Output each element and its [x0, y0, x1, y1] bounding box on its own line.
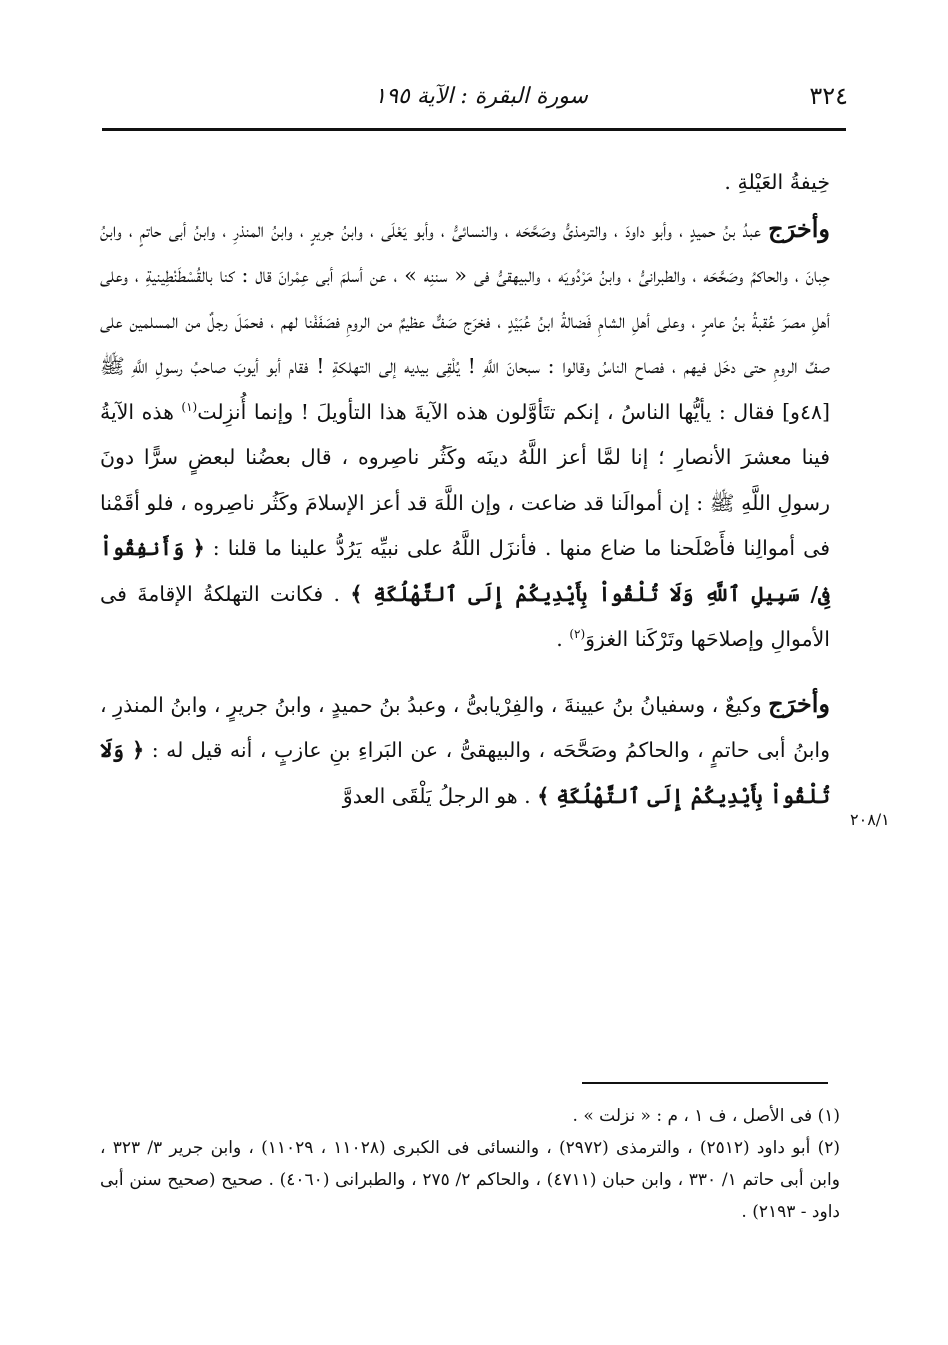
footnote-2: (٢) أبو داود (٢٥١٢) ، والترمذى (٢٩٧٢) ، والنسائى فى الكبرى (١١٠٢٨ ، ١١٠٢٩) ، وابن جرير ٣/ ٣٢٣ ، وابن أبى حاتم ١/ ٣٣٠ ، وابن حبان (٤٧١١) ، والحاكم ٢/ ٢٧٥ ، والطبرانى (٤٠٦٠) . صحيح (صحيح سنن أبى داود - ٢١٩٣) . — [100, 1138, 840, 1222]
paragraph-text: . — [556, 627, 570, 651]
quran-verse: ﴿ وَأَنفِقُواْ فِى/ سَبِيلِ ٱللَّهِ وَلَا تُلْقُواْ بِأَيْدِيكُمْ إِلَى ٱلتَّهْلُكَةِ ﴾ — [100, 536, 830, 606]
paragraph-bara-narration — [100, 681, 830, 820]
paragraph-text: هذه الآيةُ فينا معشرَ الأنصارِ ؛ إنا لمَّا أعز اللَّهُ دينَه وكَثُر ناصِروه ، قال بعضُنا لبعضٍ سرًّا دونَ رسولِ اللَّهِ ﷺ : إن أموالَنا قد ضاعت ، وإن اللَّهَ قد أعز الإسلامَ وكَثُر ناصِروه ، فلو أقَمْنا فى أموالِنا فأَصْلَحنا ما ضاع منها . فأنزَل اللَّهُ على نبيِّه يَرُدُّ علينا ما قلنا : — [100, 399, 830, 560]
running-title: سورة البقرة : الآية ١٩٥ — [374, 84, 588, 109]
continuation-line: خِيفةُ العَيْلةِ . — [724, 170, 830, 194]
footnote-1: (١) فى الأصل ، ف ١ ، م : « نزلت » . — [572, 1106, 840, 1126]
main-text — [100, 160, 830, 819]
manuscript-page-marker: [٤٨و] — [782, 399, 830, 424]
paragraph-text: وكيعٌ ، وسفيانُ بنُ عيينةَ ، والفِرْيابىُّ ، وعبدُ بنُ حميدٍ ، وابنُ جريرٍ ، وابنُ المنذرِ ، وابنُ أبى حاتمٍ ، والحاكمُ وصَحَّحَه ، والبيهقىُّ ، عن البَراءِ بنِ عازبٍ ، أنه قيل له : — [100, 692, 830, 762]
footnote-reference: (١) — [181, 399, 198, 414]
footnote-separator — [582, 1082, 828, 1084]
footnotes — [100, 1100, 840, 1228]
paragraph-text: . هو الرجلُ يَلْقَى العدوَّ — [342, 783, 538, 808]
margin-volume-page-reference: ٢٠٨/١ — [850, 810, 890, 829]
paragraph-abu-ayyub-narration — [100, 206, 830, 663]
page-header — [100, 78, 848, 114]
quran-verse: ﴿ وَلَا تُلْقُواْ بِأَيْدِيكُمْ إِلَى ٱلتَّهْلُكَةِ ﴾ — [100, 738, 830, 808]
header-rule — [102, 128, 846, 131]
paragraph-text: . فكانت التهلكةُ الإقامةَ فى الأموالِ وإصلاحَها وتَرْكَنا الغزوَ — [100, 581, 830, 651]
paragraph-lead-word: وأخرَج — [768, 213, 830, 243]
paragraph-text: عبدُ بنُ حميدٍ ، وأبو داودَ ، والترمذىُّ وصَحَّحَه ، والنسائىُّ ، وأبو يَعْلَى ، وابنُ جريرٍ ، وابنُ المنذرِ ، وابنُ أبى حاتمٍ ، وابنُ حِبانَ ، والحاكمُ وصَحَّحَه ، والطبرانىُّ ، وابنُ مَرْدُويَه ، والبيهقىُّ فى « سننِه » ، عن أسلمَ أبى عِمْرانَ قال : كنا بالقُسْطَنْطِينيةِ ، وعلى أهلِ مصرَ عُقبةُ بنُ عامرٍ ، وعلى أهلِ الشامِ فَضالةُ ابنُ عُبَيْدٍ ، فخرَج صَفٌّ عظيمٌ من الرومِ فصَفَفْنا لهم ، فحمَلَ رجلٌ من المسلمين على صفِّ الرومِ حتى دخَل فيهم ، فصاح الناسُ وقالوا : سبحانَ اللَّهِ ! يُلْقِى بيديه إلى التهلكةِ ! فقام أبو أيوبَ صاحبُ رسولِ اللَّهِ ﷺ — [100, 217, 830, 378]
footnote-reference: (٢) — [569, 627, 586, 642]
paragraph-text: فقال : يأيُّها الناسُ ، إنكم تتَأوَّلون هذه الآيةَ هذا التأويلَ ! وإنما أُنزِلت — [197, 399, 783, 424]
page-number: ٣٢٤ — [809, 82, 848, 110]
paragraph-lead-word: وأخرَج — [768, 688, 830, 718]
